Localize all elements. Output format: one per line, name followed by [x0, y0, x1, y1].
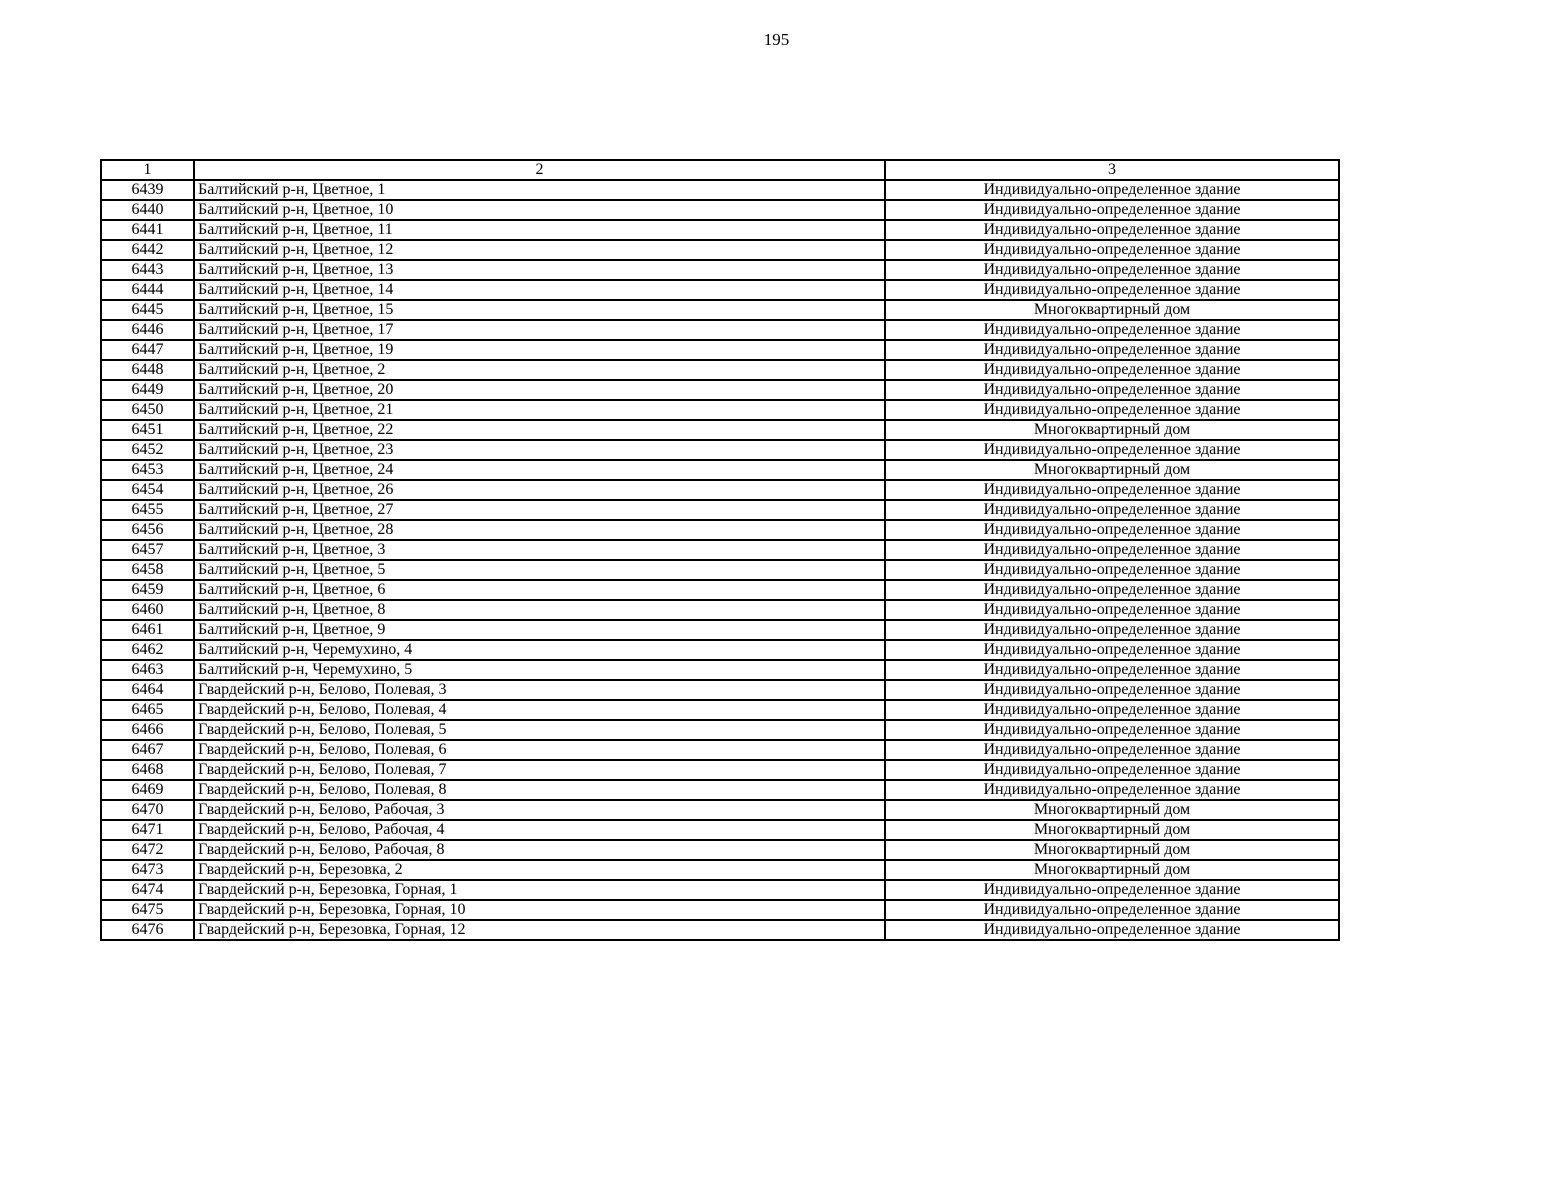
building-type-cell: Многоквартирный дом: [885, 300, 1339, 320]
row-number: 6455: [101, 500, 194, 520]
building-type-cell: Индивидуально-определенное здание: [885, 680, 1339, 700]
address-cell: Балтийский р-н, Цветное, 10: [194, 200, 885, 220]
table-row: [101, 520, 1339, 540]
table-row: [101, 380, 1339, 400]
table-row: [101, 540, 1339, 560]
table-row: [101, 360, 1339, 380]
address-cell: Балтийский р-н, Цветное, 6: [194, 580, 885, 600]
row-number: 6468: [101, 760, 194, 780]
address-cell: Балтийский р-н, Цветное, 8: [194, 600, 885, 620]
building-type-cell: Индивидуально-определенное здание: [885, 260, 1339, 280]
address-cell: Гвардейский р-н, Березовка, Горная, 1: [194, 880, 885, 900]
row-number: 6462: [101, 640, 194, 660]
building-type-cell: Индивидуально-определенное здание: [885, 360, 1339, 380]
address-cell: Гвардейский р-н, Березовка, Горная, 10: [194, 900, 885, 920]
table-row: [101, 480, 1339, 500]
address-cell: Балтийский р-н, Цветное, 21: [194, 400, 885, 420]
address-cell: Гвардейский р-н, Белово, Рабочая, 4: [194, 820, 885, 840]
row-number: 6442: [101, 240, 194, 260]
row-number: 6449: [101, 380, 194, 400]
table-row: [101, 900, 1339, 920]
table-row: [101, 760, 1339, 780]
row-number: 6460: [101, 600, 194, 620]
building-type-cell: Индивидуально-определенное здание: [885, 560, 1339, 580]
table-row: [101, 700, 1339, 720]
address-cell: Балтийский р-н, Черемухино, 4: [194, 640, 885, 660]
building-type-cell: Многоквартирный дом: [885, 840, 1339, 860]
building-type-cell: Индивидуально-определенное здание: [885, 480, 1339, 500]
building-type-cell: Индивидуально-определенное здание: [885, 700, 1339, 720]
address-cell: Балтийский р-н, Цветное, 20: [194, 380, 885, 400]
building-type-cell: Индивидуально-определенное здание: [885, 660, 1339, 680]
row-number: 6441: [101, 220, 194, 240]
address-cell: Гвардейский р-н, Березовка, Горная, 12: [194, 920, 885, 940]
row-number: 6443: [101, 260, 194, 280]
table-body: [101, 180, 1339, 940]
building-type-cell: Многоквартирный дом: [885, 800, 1339, 820]
header-cell-1: 1: [101, 160, 194, 180]
address-cell: Балтийский р-н, Цветное, 22: [194, 420, 885, 440]
row-number: 6457: [101, 540, 194, 560]
table-row: [101, 400, 1339, 420]
building-type-cell: Индивидуально-определенное здание: [885, 380, 1339, 400]
building-type-cell: Индивидуально-определенное здание: [885, 400, 1339, 420]
building-type-cell: Индивидуально-определенное здание: [885, 640, 1339, 660]
table-row: [101, 880, 1339, 900]
table-row: [101, 740, 1339, 760]
building-type-cell: Индивидуально-определенное здание: [885, 780, 1339, 800]
address-cell: Гвардейский р-н, Березовка, 2: [194, 860, 885, 880]
table-row: [101, 280, 1339, 300]
row-number: 6463: [101, 660, 194, 680]
table-row: [101, 780, 1339, 800]
table-row: [101, 840, 1339, 860]
building-type-cell: Индивидуально-определенное здание: [885, 500, 1339, 520]
row-number: 6439: [101, 180, 194, 200]
row-number: 6459: [101, 580, 194, 600]
address-cell: Балтийский р-н, Цветное, 13: [194, 260, 885, 280]
table-row: [101, 600, 1339, 620]
table-row: [101, 240, 1339, 260]
header-row: [101, 160, 1339, 180]
address-cell: Балтийский р-н, Цветное, 11: [194, 220, 885, 240]
table-row: [101, 500, 1339, 520]
table-row: [101, 200, 1339, 220]
page-number: 195: [763, 30, 790, 49]
address-cell: Гвардейский р-н, Белово, Полевая, 4: [194, 700, 885, 720]
row-number: 6440: [101, 200, 194, 220]
address-cell: Балтийский р-н, Цветное, 14: [194, 280, 885, 300]
building-type-cell: Индивидуально-определенное здание: [885, 900, 1339, 920]
building-type-cell: Многоквартирный дом: [885, 860, 1339, 880]
building-type-cell: Индивидуально-определенное здание: [885, 600, 1339, 620]
table-row: [101, 560, 1339, 580]
building-type-cell: Индивидуально-определенное здание: [885, 540, 1339, 560]
building-type-cell: Индивидуально-определенное здание: [885, 200, 1339, 220]
building-type-cell: Индивидуально-определенное здание: [885, 740, 1339, 760]
address-cell: Гвардейский р-н, Белово, Полевая, 6: [194, 740, 885, 760]
address-cell: Балтийский р-н, Цветное, 1: [194, 180, 885, 200]
row-number: 6448: [101, 360, 194, 380]
row-number: 6476: [101, 920, 194, 940]
address-cell: Балтийский р-н, Цветное, 5: [194, 560, 885, 580]
address-cell: Балтийский р-н, Цветное, 27: [194, 500, 885, 520]
row-number: 6471: [101, 820, 194, 840]
building-type-cell: Индивидуально-определенное здание: [885, 880, 1339, 900]
row-number: 6444: [101, 280, 194, 300]
building-type-cell: Индивидуально-определенное здание: [885, 240, 1339, 260]
header-cell-2: 2: [194, 160, 885, 180]
address-cell: Гвардейский р-н, Белово, Рабочая, 8: [194, 840, 885, 860]
building-type-cell: Индивидуально-определенное здание: [885, 720, 1339, 740]
building-type-cell: Многоквартирный дом: [885, 420, 1339, 440]
table-row: [101, 680, 1339, 700]
address-cell: Балтийский р-н, Цветное, 23: [194, 440, 885, 460]
address-cell: Балтийский р-н, Цветное, 28: [194, 520, 885, 540]
address-cell: Балтийский р-н, Цветное, 12: [194, 240, 885, 260]
registry-table: [100, 159, 1340, 941]
address-cell: Гвардейский р-н, Белово, Полевая, 3: [194, 680, 885, 700]
address-cell: Гвардейский р-н, Белово, Полевая, 8: [194, 780, 885, 800]
building-type-cell: Индивидуально-определенное здание: [885, 760, 1339, 780]
address-cell: Балтийский р-н, Цветное, 26: [194, 480, 885, 500]
table-row: [101, 320, 1339, 340]
table-row: [101, 420, 1339, 440]
address-cell: Балтийский р-н, Цветное, 15: [194, 300, 885, 320]
address-cell: Балтийский р-н, Цветное, 3: [194, 540, 885, 560]
table-row: [101, 620, 1339, 640]
row-number: 6452: [101, 440, 194, 460]
row-number: 6456: [101, 520, 194, 540]
address-cell: Балтийский р-н, Цветное, 9: [194, 620, 885, 640]
table-row: [101, 340, 1339, 360]
row-number: 6469: [101, 780, 194, 800]
building-type-cell: Многоквартирный дом: [885, 460, 1339, 480]
building-type-cell: Индивидуально-определенное здание: [885, 580, 1339, 600]
building-type-cell: Индивидуально-определенное здание: [885, 220, 1339, 240]
row-number: 6472: [101, 840, 194, 860]
table-row: [101, 440, 1339, 460]
row-number: 6466: [101, 720, 194, 740]
address-cell: Гвардейский р-н, Белово, Полевая, 5: [194, 720, 885, 740]
table-row: [101, 720, 1339, 740]
row-number: 6453: [101, 460, 194, 480]
row-number: 6475: [101, 900, 194, 920]
row-number: 6461: [101, 620, 194, 640]
address-cell: Балтийский р-н, Черемухино, 5: [194, 660, 885, 680]
table-header: [101, 160, 1339, 180]
row-number: 6473: [101, 860, 194, 880]
row-number: 6458: [101, 560, 194, 580]
row-number: 6447: [101, 340, 194, 360]
row-number: 6450: [101, 400, 194, 420]
table-row: [101, 580, 1339, 600]
table-row: [101, 820, 1339, 840]
row-number: 6446: [101, 320, 194, 340]
building-type-cell: Индивидуально-определенное здание: [885, 280, 1339, 300]
header-cell-3: 3: [885, 160, 1339, 180]
row-number: 6451: [101, 420, 194, 440]
table-row: [101, 220, 1339, 240]
table-row: [101, 800, 1339, 820]
building-type-cell: Индивидуально-определенное здание: [885, 320, 1339, 340]
building-type-cell: Индивидуально-определенное здание: [885, 520, 1339, 540]
building-type-cell: Индивидуально-определенное здание: [885, 340, 1339, 360]
table-row: [101, 180, 1339, 200]
table-row: [101, 640, 1339, 660]
building-type-cell: Индивидуально-определенное здание: [885, 440, 1339, 460]
address-cell: Балтийский р-н, Цветное, 19: [194, 340, 885, 360]
address-cell: Гвардейский р-н, Белово, Рабочая, 3: [194, 800, 885, 820]
row-number: 6445: [101, 300, 194, 320]
table-row: [101, 860, 1339, 880]
row-number: 6464: [101, 680, 194, 700]
address-cell: Гвардейский р-н, Белово, Полевая, 7: [194, 760, 885, 780]
row-number: 6454: [101, 480, 194, 500]
building-type-cell: Индивидуально-определенное здание: [885, 920, 1339, 940]
table-row: [101, 920, 1339, 940]
table-row: [101, 460, 1339, 480]
building-type-cell: Индивидуально-определенное здание: [885, 620, 1339, 640]
table-row: [101, 660, 1339, 680]
building-type-cell: Многоквартирный дом: [885, 820, 1339, 840]
table-row: [101, 300, 1339, 320]
address-cell: Балтийский р-н, Цветное, 24: [194, 460, 885, 480]
row-number: 6465: [101, 700, 194, 720]
address-cell: Балтийский р-н, Цветное, 17: [194, 320, 885, 340]
row-number: 6474: [101, 880, 194, 900]
row-number: 6470: [101, 800, 194, 820]
building-type-cell: Индивидуально-определенное здание: [885, 180, 1339, 200]
table-row: [101, 260, 1339, 280]
address-cell: Балтийский р-н, Цветное, 2: [194, 360, 885, 380]
row-number: 6467: [101, 740, 194, 760]
